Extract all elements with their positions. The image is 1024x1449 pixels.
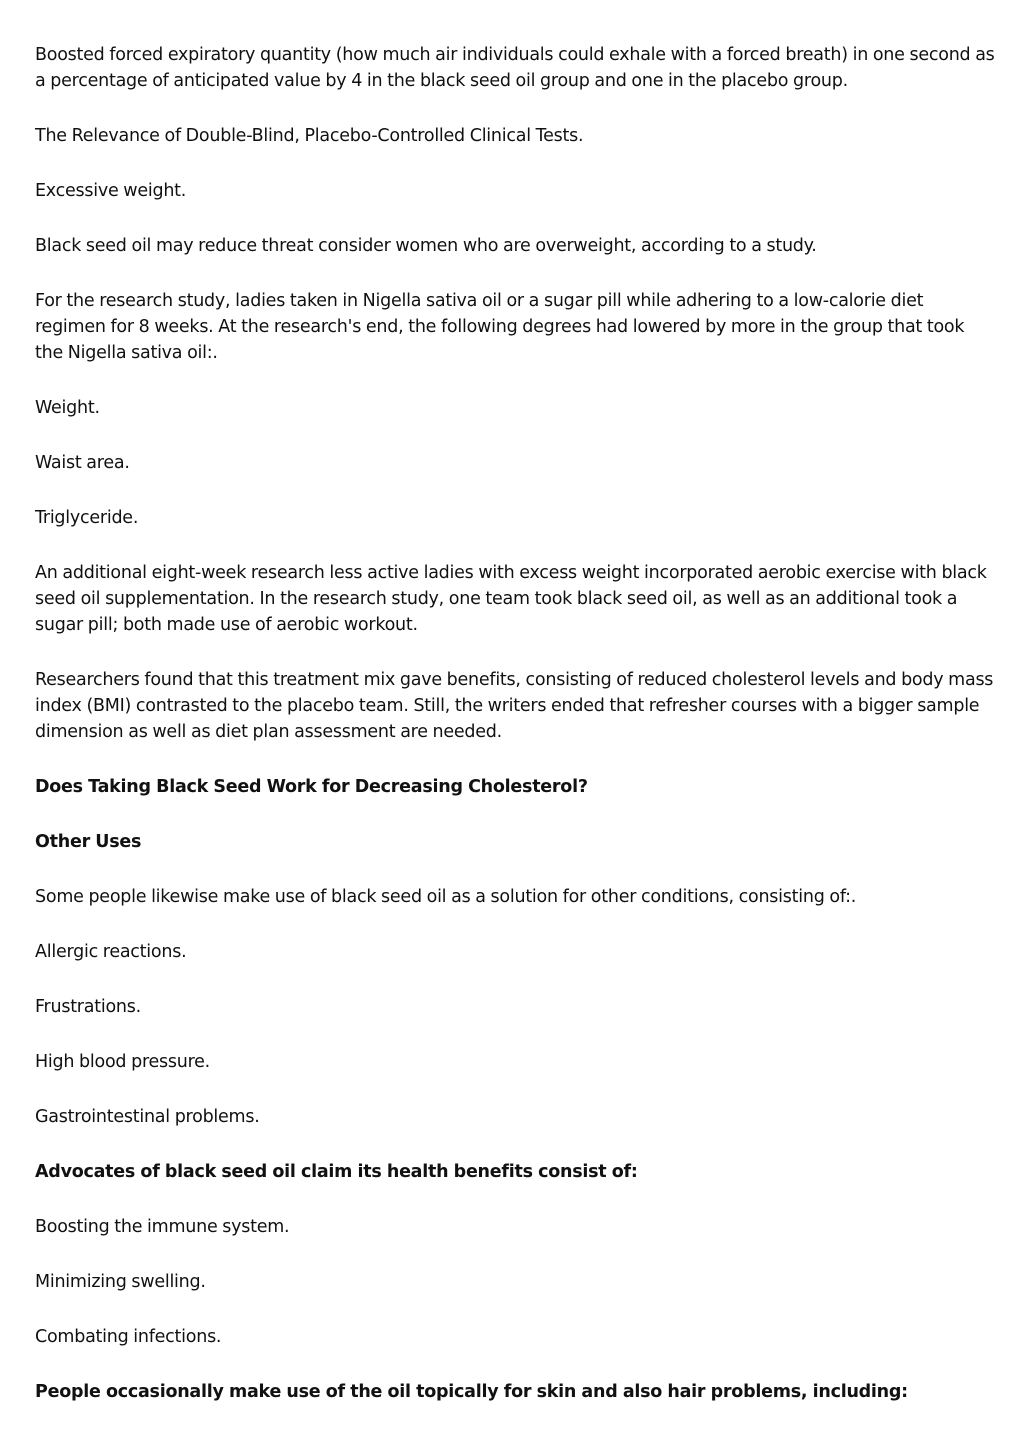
paragraph-other-conditions: Some people likewise make use of black seed oil as a solution for other conditions, consisting of:. — [35, 887, 857, 907]
paragraph-triglyceride: Triglyceride. — [35, 508, 139, 528]
paragraph-frustrations: Frustrations. — [35, 997, 141, 1017]
paragraph-aerobic-study: An additional eight-week research less active ladies with excess weight incorporated aerobic exercise with black seed oil supplementation. In the research study, one team took black seed oil, as well as an additional took a sugar pill; both made use of aerobic workout. — [35, 563, 987, 635]
paragraph-fev-result: Boosted forced expiratory quantity (how much air individuals could exhale with a forced breath) in one second as a percentage of anticipated value by 4 in the black seed oil group and one in the placebo group. — [35, 45, 995, 91]
paragraph-weight-study: Black seed oil may reduce threat consider women who are overweight, according to a study. — [35, 236, 817, 256]
paragraph-high-blood-pressure: High blood pressure. — [35, 1052, 210, 1072]
paragraph-gastrointestinal: Gastrointestinal problems. — [35, 1107, 260, 1127]
heading-advocates: Advocates of black seed oil claim its health benefits consist of: — [35, 1162, 638, 1182]
paragraph-research-details: For the research study, ladies taken in Nigella sativa oil or a sugar pill while adhering to a low-calorie diet regimen for 8 weeks. At the research's end, the following degrees had lowered by more in the group that took the Nigella sativa oil:. — [35, 291, 965, 363]
paragraph-double-blind: The Relevance of Double-Blind, Placebo-Controlled Clinical Tests. — [35, 126, 584, 146]
paragraph-minimizing-swelling: Minimizing swelling. — [35, 1272, 206, 1292]
heading-other-uses: Other Uses — [35, 832, 142, 852]
paragraph-immune-system: Boosting the immune system. — [35, 1217, 290, 1237]
document-body — [35, 42, 995, 1434]
paragraph-weight: Weight. — [35, 398, 100, 418]
paragraph-allergic-reactions: Allergic reactions. — [35, 942, 187, 962]
paragraph-combating-infections: Combating infections. — [35, 1327, 222, 1347]
heading-cholesterol: Does Taking Black Seed Work for Decreasing Cholesterol? — [35, 777, 588, 797]
paragraph-waist-area: Waist area. — [35, 453, 130, 473]
heading-topical-use: People occasionally make use of the oil topically for skin and also hair problems, including: — [35, 1382, 908, 1402]
paragraph-excessive-weight: Excessive weight. — [35, 181, 187, 201]
paragraph-researchers-found: Researchers found that this treatment mix gave benefits, consisting of reduced cholesterol levels and body mass index (BMI) contrasted to the placebo team. Still, the writers ended that refresher courses with a bigger sample dimension as well as diet plan assessment are needed. — [35, 670, 994, 742]
